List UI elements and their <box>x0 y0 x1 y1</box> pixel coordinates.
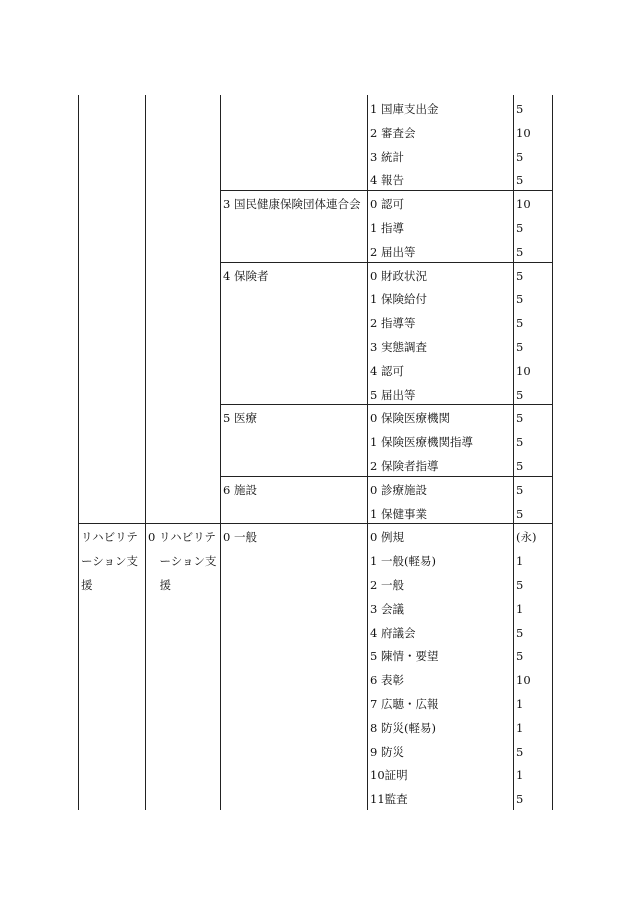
item-label: 4 認可 <box>370 363 404 378</box>
retention-years: 5 <box>516 411 524 426</box>
item-label: 2 指導等 <box>370 316 416 331</box>
category-label: 3 国民健康保険団体連合会 <box>223 197 361 212</box>
category-label: 0 一般 <box>223 530 257 545</box>
retention-years: 5 <box>516 482 524 497</box>
item-label: 2 審査会 <box>370 125 416 140</box>
retention-years: 5 <box>516 578 524 592</box>
row-divider <box>220 404 552 405</box>
retention-years: 5 <box>516 792 524 807</box>
retention-years: 5 <box>516 459 524 473</box>
item-label: 3 会議 <box>370 601 404 616</box>
item-label: 0 例規 <box>370 530 404 545</box>
item-label: 1 保険医療機関指導 <box>370 435 473 450</box>
section-title-line: 援 <box>81 578 93 592</box>
retention-years: 10 <box>516 125 531 140</box>
retention-years: 5 <box>516 316 524 331</box>
column-divider <box>513 95 514 810</box>
item-label: 2 保険者指導 <box>370 459 439 473</box>
item-label: 11監査 <box>370 792 408 807</box>
retention-years: 5 <box>516 102 524 116</box>
category-label: 5 医療 <box>223 411 257 426</box>
retention-years: 5 <box>516 268 524 283</box>
row-divider <box>220 190 552 191</box>
retention-years: 10 <box>516 363 531 378</box>
item-label: 1 一般(軽易) <box>370 554 436 569</box>
item-label: 1 保健事業 <box>370 506 427 521</box>
item-label: 4 報告 <box>370 173 404 188</box>
retention-years: (永) <box>516 530 537 545</box>
retention-years: 5 <box>516 435 524 450</box>
item-label: 0 認可 <box>370 197 404 212</box>
category-label: 6 施設 <box>223 482 257 497</box>
retention-years: 5 <box>516 340 524 354</box>
subsection-title-line: ーション支 <box>148 554 217 569</box>
retention-years: 1 <box>516 697 524 711</box>
item-label: 4 府議会 <box>370 625 416 640</box>
column-divider <box>552 95 553 810</box>
column-divider <box>367 95 368 810</box>
retention-years: 10 <box>516 673 531 688</box>
retention-years: 5 <box>516 173 524 188</box>
category-label: 4 保険者 <box>223 268 269 283</box>
retention-years: 1 <box>516 768 524 783</box>
retention-years: 5 <box>516 292 524 307</box>
item-label: 3 実態調査 <box>370 340 427 354</box>
records-retention-table <box>78 95 552 810</box>
item-label: 6 表彰 <box>370 673 404 688</box>
subsection-title-line: 0 リハビリテ <box>148 530 216 545</box>
retention-years: 5 <box>516 149 524 164</box>
column-divider <box>78 95 79 810</box>
section-title-line: リハビリテ <box>81 530 138 545</box>
item-label: 7 広聴・広報 <box>370 697 439 711</box>
item-label: 5 届出等 <box>370 387 416 402</box>
retention-years: 5 <box>516 221 524 235</box>
retention-years: 5 <box>516 744 524 759</box>
item-label: 0 診療施設 <box>370 482 427 497</box>
retention-years: 5 <box>516 625 524 640</box>
item-label: 10証明 <box>370 768 408 783</box>
retention-years: 1 <box>516 601 524 616</box>
retention-years: 1 <box>516 720 524 735</box>
row-divider <box>220 476 552 477</box>
column-divider <box>145 95 146 810</box>
item-label: 1 国庫支出金 <box>370 102 439 116</box>
item-label: 3 統計 <box>370 149 404 164</box>
item-label: 1 保険給付 <box>370 292 427 307</box>
item-label: 2 一般 <box>370 578 404 592</box>
retention-years: 5 <box>516 387 524 402</box>
item-label: 1 指導 <box>370 221 404 235</box>
retention-years: 10 <box>516 197 531 212</box>
column-divider <box>220 95 221 810</box>
item-label: 8 防災(軽易) <box>370 720 436 735</box>
row-divider <box>220 262 552 263</box>
item-label: 9 防災 <box>370 744 404 759</box>
retention-years: 5 <box>516 506 524 521</box>
retention-years: 5 <box>516 649 524 664</box>
item-label: 0 財政状況 <box>370 268 427 283</box>
item-label: 2 届出等 <box>370 244 416 259</box>
item-label: 0 保険医療機関 <box>370 411 450 426</box>
subsection-title-line: 援 <box>148 578 171 592</box>
retention-years: 1 <box>516 554 524 569</box>
retention-years: 5 <box>516 244 524 259</box>
section-divider <box>78 523 552 524</box>
section-title-line: ーション支 <box>81 554 139 569</box>
item-label: 5 陳情・要望 <box>370 649 439 664</box>
